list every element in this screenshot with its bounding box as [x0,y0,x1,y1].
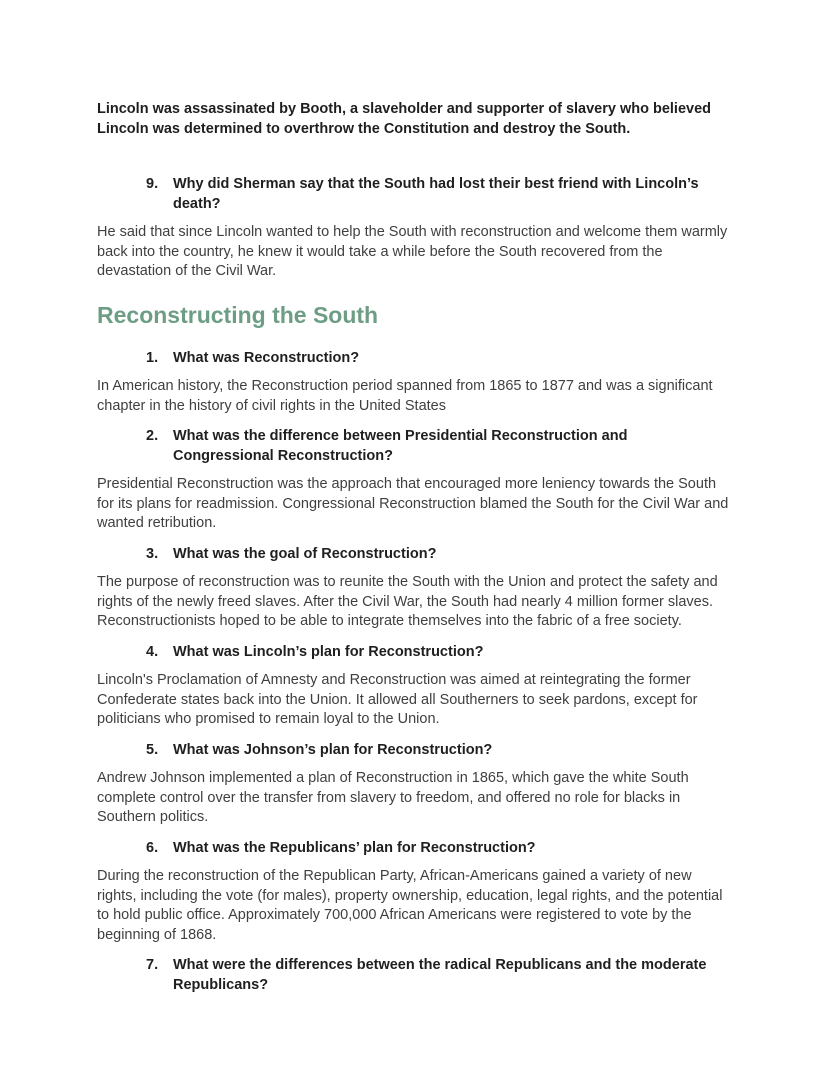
question-number: 6. [146,839,159,856]
question-number: 9. [146,176,159,192]
question-number: 4. [146,643,159,660]
intro-paragraph: Lincoln was assassinated by Booth, a slaveholder and supporter of slavery who believed Lincoln was determined to overthrow the Constitution and destroy the South. [97,101,712,137]
question-item-6 [146,839,731,859]
question-item-5 [146,741,731,761]
answer-paragraph-4: Lincoln's Proclamation of Amnesty and Reconstruction was aimed at reintegrating the former Confederate states back into the Union. It allowed all Southerners to seek pardons, except for politicians who promised to remain loyal to the Union. [97,672,698,727]
question-item-7 [146,956,731,995]
question-number: 2. [146,428,159,444]
question-text: What was Lincoln’s plan for Reconstruction? [173,643,484,660]
answer-paragraph-6: During the reconstruction of the Republican Party, African-Americans gained a variety of new rights, including the vote (for males), property ownership, education, legal rights, and the potential to hold public office. Approximately 700,000 African Americans were registered to vote by the beginning of 1868. [97,868,723,943]
question-item-9 [146,175,731,214]
answer-paragraph-2: Presidential Reconstruction was the approach that encouraged more leniency towards the South for its plans for readmission. Congressional Reconstruction blamed the South for the Civil War and wanted retribution. [97,476,729,531]
question-text: What was the Republicans’ plan for Reconstruction? [173,839,536,856]
section-heading: Reconstructing the South [97,301,379,328]
question-text: What was Johnson’s plan for Reconstruction? [173,741,493,758]
spacer [97,293,731,295]
question-text: What was Reconstruction? [173,349,360,366]
question-item-2 [146,427,731,466]
question-text: Why did Sherman say that the South had lost their best friend with Lincoln’s death? [173,176,699,212]
answer-paragraph-5: Andrew Johnson implemented a plan of Reconstruction in 1865, which gave the white South complete control over the transfer from slavery to freedom, and offered no role for blacks in Southern politics. [97,770,689,825]
answer-paragraph-1: In American history, the Reconstruction period spanned from 1865 to 1877 and was a significant chapter in the history of civil rights in the United States [97,378,713,414]
question-text: What was the difference between Presidential Reconstruction and Congressional Reconstruction? [173,428,628,464]
question-item-1 [146,349,731,369]
question-number: 3. [146,545,159,562]
question-item-3 [146,545,731,565]
question-number: 1. [146,349,159,366]
question-text: What was the goal of Reconstruction? [173,545,437,562]
question-text: What were the differences between the radical Republicans and the moderate Republicans? [173,957,707,993]
question-number: 5. [146,741,159,758]
answer-paragraph-3: The purpose of reconstruction was to reunite the South with the Union and protect the safety and rights of the newly freed slaves. After the Civil War, the South had nearly 4 million former slaves. Reconstructionists hoped to be able to integrate themselves into the fabric of a free society. [97,574,718,629]
question-number: 7. [146,957,159,973]
question-item-4 [146,643,731,663]
answer-paragraph-9: He said that since Lincoln wanted to help the South with reconstruction and welcome them warmly back into the country, he knew it would take a while before the South recovered from the devastation of the Civil War. [97,224,728,279]
